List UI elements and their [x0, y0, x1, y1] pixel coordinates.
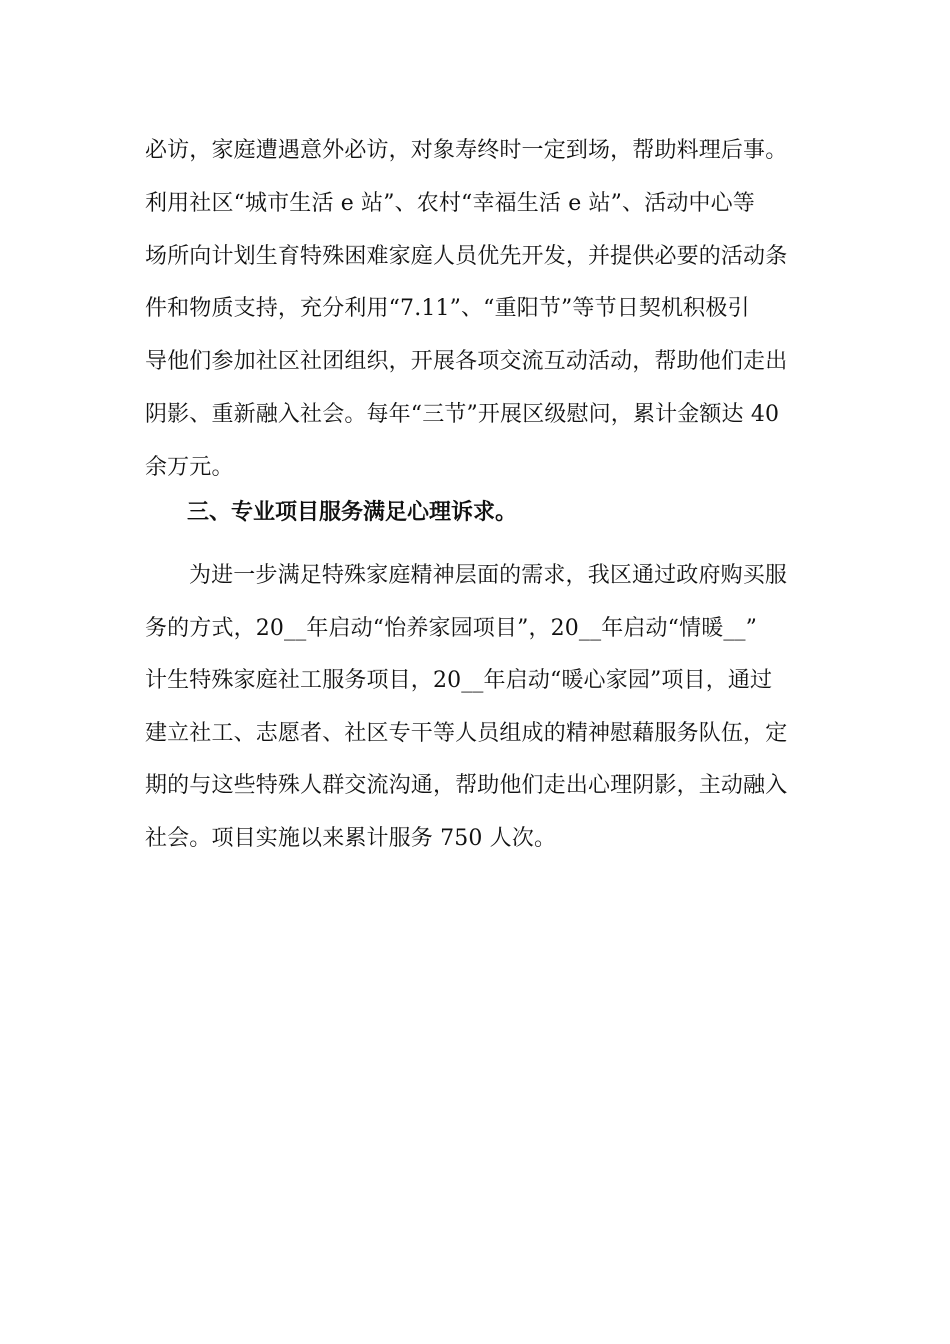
paragraph-line: 件和物质支持，充分利用“7.11”、“重阳节”等节日契机积极引 [145, 296, 750, 322]
paragraph-line: 阴影、重新融入社会。每年“三节”开展区级慰问，累计金额达 40 [145, 401, 780, 427]
paragraph-line: 社会。项目实施以来累计服务 750 人次。 [145, 825, 557, 851]
paragraph-professional-services [145, 565, 805, 881]
paragraph-line: 计生特殊家庭社工服务项目，20__年启动“暖心家园”项目，通过 [145, 668, 773, 694]
paragraph-continuation [145, 140, 805, 510]
paragraph-line: 务的方式，20__年启动“怡养家园项目”，20__年启动“情暖__” [145, 615, 758, 641]
paragraph-line: 建立社工、志愿者、社区专干等人员组成的精神慰藉服务队伍，定 [145, 720, 788, 746]
paragraph-line: 余万元。 [145, 454, 234, 480]
paragraph-line: 为进一步满足特殊家庭精神层面的需求，我区通过政府购买服 [189, 563, 788, 588]
paragraph-line: 场所向计划生育特殊困难家庭人员优先开发，并提供必要的活动条 [145, 243, 788, 269]
section-heading: 三、专业项目服务满足心理诉求。 [187, 500, 518, 525]
paragraph-line: 期的与这些特殊人群交流沟通，帮助他们走出心理阴影，主动融入 [145, 773, 788, 799]
paragraph-line: 导他们参加社区社团组织，开展各项交流互动活动，帮助他们走出 [145, 349, 788, 375]
paragraph-line: 必访，家庭遭遇意外必访，对象寿终时一定到场，帮助料理后事。 [145, 138, 788, 163]
paragraph-line: 利用社区“城市生活 e 站”、农村“幸福生活 e 站”、活动中心等 [145, 190, 755, 216]
